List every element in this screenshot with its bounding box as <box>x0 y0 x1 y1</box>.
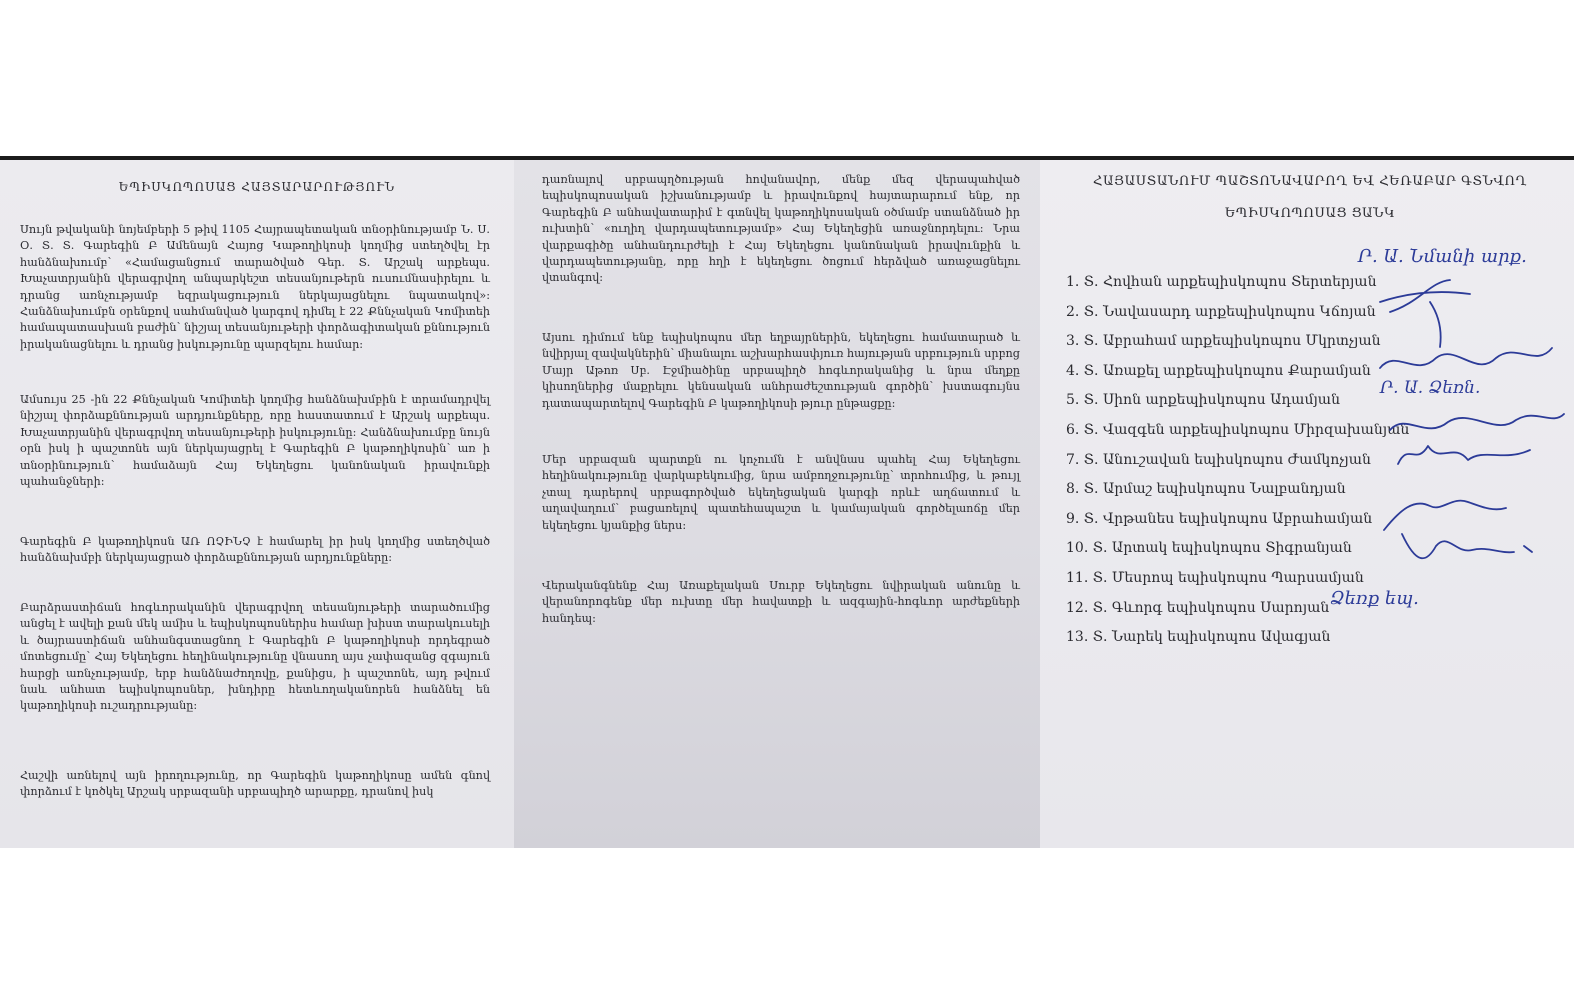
page-1-heading: ԵՊԻՍԿՈՊՈՍԱՑ ՀԱՅՏԱՐԱՐՈՒԹՅՈՒՆ <box>118 180 396 194</box>
list-item: 11. Տ. Մեսրոպ եպիսկոպոս Պարսամյան <box>1066 569 1364 586</box>
signature-9: Ձեռք եպ. <box>1330 588 1419 609</box>
paragraph: Բարձրաստիճան հոգևորականին վերագրվող տեսանյութերի տարածումից անցել է ավելի քան մեկ ամիս և եպիսկոպոսներիս համար խիստ տարակուսելի և ծայրաստիճան անհանգստացնող է Գարեգին Բ կաթողիկոսի որդեգրած մոտեցումը՝ Հայ Եկեղեցու հեղինակությունը վնասող այս չափազանց զգայուն հարցի առնչությամբ, երբ հանձնաժողովը, քանիցս, ի պաշտոնե, այդ թվում նաև անհատ եպիսկոպոսներ, խնդիրը հետևողականորեն հանձնել են կաթողիկոսի ուշադրությանը: <box>20 601 490 713</box>
paragraph: Ամսույս 25 -ին 22 Քննչական Կոմիտեի կողմից հանձնախմբին է տրամադրվել նիշյալ փորձաքննության արդյունքները, որը հաստատում է Արշակ արքեպս. Խաչատրյանին վերագրվող տեսանյութերի իսկությունը: Հանձնախումբը նույն օրն իսկ ի պաշտոնե այն ներկայացրել է Գարեգին Բ կաթողիկոսին՝ առ ի տնօրինություն՝ համաձայն Հայ Եկեղեցու կանոնական իրավունքի պահանջների: <box>20 393 490 489</box>
list-item: 4. Տ. Առաքել արքեպիսկոպոս Քարամյան <box>1066 362 1371 379</box>
list-item: 7. Տ. Անուշավան եպիսկոպոս Ժամկոչյան <box>1066 451 1371 468</box>
list-item: 3. Տ. Աբրահամ արքեպիսկոպոս Մկրտչյան <box>1066 333 1381 350</box>
paragraph: Սույն թվականի նոյեմբերի 5 թիվ 1105 Հայրապետական տնօրինությամբ Ն. Ս. Օ. Տ. Տ. Գարեգին Բ Ամենայն Հայոց Կաթողիկոսի կողմից ստեղծվել էր հանձնախումբ՝ «Համացանցում տարածված Գեր. Տ. Արշակ արքեպս. Խաչատրյանին վերագրվող անպարկեշտ տեսանյութերն ուսումնասիրելու և դրանց առնչությամբ եզրակացություն ներկայացնելու նպատակով»: Հանձնախումբն օրենքով սահմանված կարգով դիմել է 22 Քննչական Կոմիտեի համապատասխան բաժին՝ նիշյալ տեսանյութերի փորձագիտական քննություն իրականացնելու և դրանց իսկությունը պարզելու համար: <box>20 223 490 351</box>
paragraph: Վերականգնենք Հայ Առաքելական Սուրբ Եկեղեցու նվիրական անունը և վերանորոգենք մեր ուխտը մեր հավատքի և ազգային-հոգևոր արժեքների հանդեպ: <box>542 579 1020 625</box>
paragraph: դառնալով սրբապղծության հովանավոր, մենք մեզ վերապահված եպիսկոպոսական իշխանությամբ և իրավունքով հայտարարում ենք, որ Գարեգին Բ անհավատարիմ է գտնվել կաթողիկոսական օծմամբ ստանձնած իր ուխտին՝ «ուղիղ վարդապետությամբ» Հայ Եկեղեցին առաջնորդելու: Նրա վարքագիծը անհանդուրժելի է Հայ Եկեղեցու կանոնական իրավունքին և վարդապետությանը, որը հղի է եկեղեցու ծոցում հերձված առաջացնելու վտանգով: <box>542 173 1020 285</box>
list-item: 2. Տ. Նավասարդ արքեպիսկոպոս Կճոյան <box>1066 303 1376 320</box>
paragraph: Հաշվի առնելով այն իրողությունը, որ Գարեգին կաթողիկոսը ամեն գնով փորձում է կոծկել Արշակ սրբազանի սրբապիղծ արարքը, դրանով իսկ <box>20 769 490 799</box>
document-page-1 <box>0 160 514 848</box>
signature-4: Ր. Ա. Ձեռն. <box>1380 378 1481 398</box>
document-page-3 <box>1040 160 1574 848</box>
signature-8 <box>1396 524 1546 568</box>
list-item: 13. Տ. Նարեկ եպիսկոպոս Ավագյան <box>1066 629 1331 646</box>
signature-6 <box>1394 436 1534 470</box>
list-item: 8. Տ. Արմաշ եպիսկոպոս Նալբանդյան <box>1066 481 1346 498</box>
document-page-2 <box>514 160 1040 848</box>
list-item: 6. Տ. Վազգեն արքեպիսկոպոս Միրզախանյան <box>1066 421 1410 438</box>
paragraph: Գարեգին Բ կաթողիկոսն ԱՌ ՈՉԻՆՉ է համարել իր իսկ կողմից ստեղծված հանձնախմբի ներկայացրած փորձաքննության արդյունքները: <box>20 535 490 565</box>
list-item: 9. Տ. Վրթանես եպիսկոպոս Աբրահամյան <box>1066 510 1373 527</box>
paragraph: Այսու դիմում ենք եպիսկոպոս մեր եղբայրներին, եկեղեցու համատարած և նվիրյալ զավակներին՝ միանալու աշխարհասփյուռ հայության սրբություն սրբոց Մայր Աթոռ Սբ. Էջմիածինը սրբապիղծ հոգևորականից և նրա մեղքը կիսողներից մաքրելու կենսական անհրաժեշտության գործին՝ խստագույնս դատապարտելով Գարեգին Բ կաթողիկոսի թյուր ընթացքը: <box>542 331 1020 410</box>
list-item: 1. Տ. Հովհան արքեպիսկոպոս Տերտերյան <box>1066 274 1377 290</box>
signature-1: Ր. Ա. Նմանի արք. <box>1358 246 1527 267</box>
list-item: 5. Տ. Սիոն արքեպիսկոպոս Ադամյան <box>1066 392 1340 409</box>
list-title: ՀԱՅԱՍՏԱՆՈՒՄ ՊԱՇՏՈՆԱՎԱՐՈՂ ԵՎ ՀԵՌԱԲԱՐ ԳՏՆՎՈՂ <box>1093 174 1527 189</box>
list-item: 12. Տ. Գևորգ եպիսկոպոս Սարոյան <box>1066 599 1330 616</box>
list-subtitle: ԵՊԻՍԿՈՊՈՍԱՑ ՑԱՆԿ <box>1224 206 1396 221</box>
list-item: 10. Տ. Արտակ եպիսկոպոս Տիգրանյան <box>1066 540 1352 557</box>
paragraph: Մեր սրբազան պարտքն ու կոչումն է անվնաս պահել Հայ Եկեղեցու հեղինակությունը վարկաբեկումից, նրա ամբողջությունը՝ տրոհումից, և թույլ չտալ դարերով սրբագործված եկեղեցական կարգի որևէ աղճատում և աղավաղում՝ բացառելով պատեհապաշտ և կամայական գործելաոճը մեր եկեղեցու կյանքից ներս: <box>542 453 1020 532</box>
